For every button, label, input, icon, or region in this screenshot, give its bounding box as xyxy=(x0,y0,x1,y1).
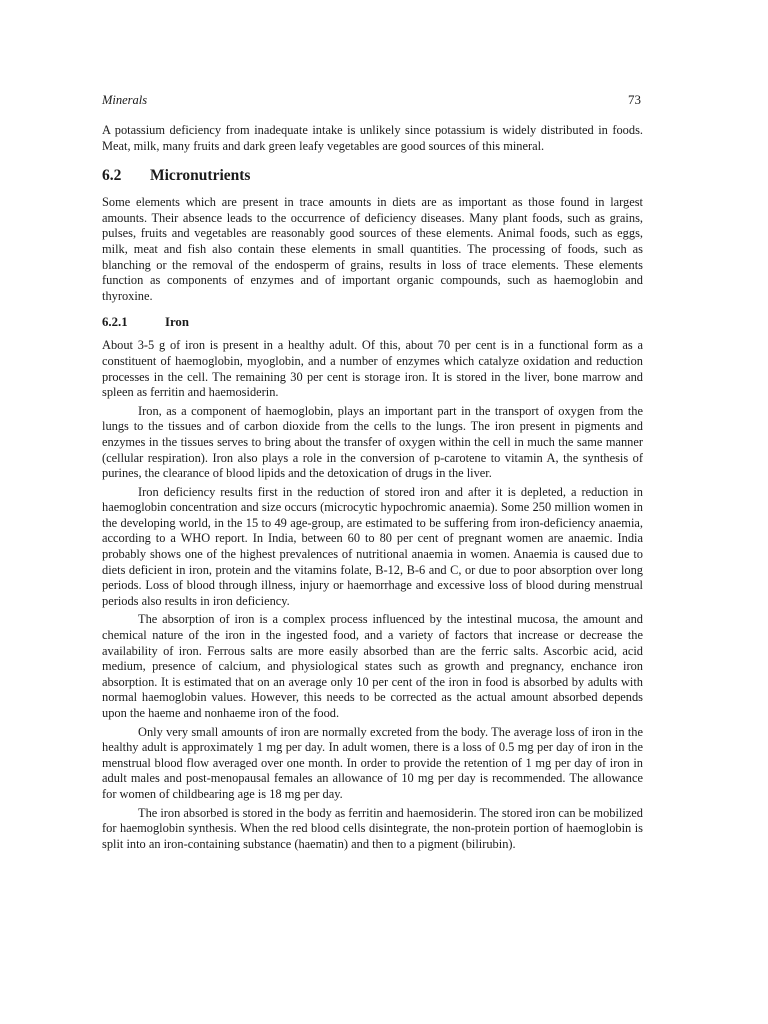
running-title: Minerals xyxy=(102,93,148,107)
section-title: Micronutrients xyxy=(150,167,251,185)
intro-paragraph: A potassium deficiency from inadequate intake is unlikely since potassium is widely distributed in foods. Meat, milk, many fruits and dark green leafy vegetables are good sources of this mineral. xyxy=(102,123,643,153)
iron-paragraph-3: Iron deficiency results first in the reduction of stored iron and after it is depleted, a reduction in haemoglobin concentration and size occurs (microcytic hypochromic anaemia). Some 250 million women in the developing world, in the 15 to 49 age-group, are estimated to be suffering from iron-deficiency anaemia, according to a WHO report. In India, between 60 to 80 per cent of pregnant women are anaemic. India probably shows one of the highest prevalences of nutritional anaemia in women. Anaemia is caused due to diets deficient in iron, protein and the vitamins folate, B-12, B-6 and C, or due to poor absorption over long periods. Loss of blood through illness, injury or haemorrhage and excessive loss of blood during menstrual periods also results in iron deficiency. xyxy=(102,484,643,608)
iron-paragraph-4: The absorption of iron is a complex process influenced by the intestinal mucosa, the amount and chemical nature of the iron in the ingested food, and a variety of factors that increase or decrease the availability of iron. Ferrous salts are more easily absorbed than are the ferric salts. Ascorbic acid, acid medium, presence of calcium, and physiological states such as growth and pregnancy, enchance iron absorption. It is estimated that on an average only 10 per cent of the iron in food is absorbed by adults with normal haemoglobin values. However, this needs to be corrected as the actual amount absorbed depends upon the haeme and nonhaeme iron of the food. xyxy=(102,612,643,720)
page xyxy=(102,92,643,852)
section-number: 6.2 xyxy=(102,167,122,185)
iron-paragraph-1: About 3-5 g of iron is present in a healthy adult. Of this, about 70 per cent is in a functional form as a constituent of haemoglobin, myoglobin, and a number of enzymes which catalyze oxidation and reduction processes in the cell. The remaining 30 per cent is storage iron. It is stored in the liver, bone marrow and spleen as ferritin and haemosiderin. xyxy=(102,338,643,400)
subsection-title: Iron xyxy=(165,315,189,330)
iron-paragraph-2: Iron, as a component of haemoglobin, plays an important part in the transport of oxygen from the lungs to the tissues and of carbon dioxide from the cells to the lungs. The iron present in pigments and enzymes in the tissues serves to bring about the transfer of oxygen within the cell in much the same manner (cellular respiration). Iron also plays a role in the conversion of p-carotene to vitamin A, the synthesis of purines, the clearance of blood lipids and the detoxication of drugs in the liver. xyxy=(102,403,643,481)
page-number: 73 xyxy=(628,92,641,107)
subsection-heading xyxy=(102,314,643,330)
iron-paragraph-5: Only very small amounts of iron are normally excreted from the body. The average loss of iron in the healthy adult is approximately 1 mg per day. In adult women, there is a loss of 0.5 mg per day of iron in the menstrual blood flow averaged over one month. In order to provide the retention of 1 mg per day of iron in adult males and post-menopausal females an allowance of 10 mg per day is recommended. The allowance for women of childbearing age is 18 mg per day. xyxy=(102,724,643,801)
section-heading xyxy=(102,167,643,185)
subsection-number: 6.2.1 xyxy=(102,315,128,330)
iron-paragraph-6: The iron absorbed is stored in the body as ferritin and haemosiderin. The stored iron can be mobilized for haemoglobin synthesis. When the red blood cells disintegrate, the non-protein portion of haemoglobin is split into an iron-containing substance (haematin) and then to a pigment (bilirubin). xyxy=(102,805,643,851)
running-header xyxy=(102,92,643,108)
section-paragraph: Some elements which are present in trace amounts in diets are as important as those found in largest amounts. Their absence leads to the occurrence of deficiency diseases. Many plant foods, such as grains, pulses, fruits and vegetables are reasonably good sources of these elements. Animal foods, such as eggs, milk, meat and fish also contain these elements in small quantities. The processing of foods, such as blanching or the removal of the endosperm of grains, results in loss of trace elements. These elements function as components of enzymes and of important organic compounds, such as haemoglobin and thyroxine. xyxy=(102,195,643,303)
